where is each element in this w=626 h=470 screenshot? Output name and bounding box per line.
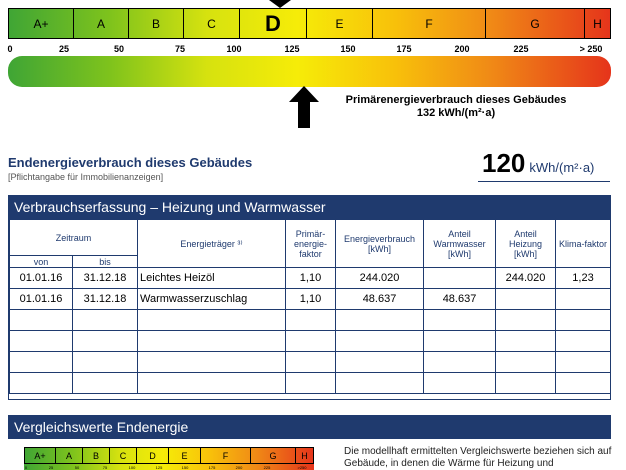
cell-bis — [73, 331, 138, 352]
tick-100: 100 — [226, 44, 242, 54]
mini-class-b: B — [83, 447, 110, 464]
final-energy-title: Endenergieverbrauch dieses Gebäudes — [8, 155, 253, 170]
mini-tick-0: 0 — [24, 465, 28, 470]
cell-von — [10, 310, 73, 331]
tick-150: 150 — [340, 44, 356, 54]
consumption-table-frame — [8, 218, 611, 400]
tick-0: 0 — [7, 44, 13, 54]
cell-energietraeger — [138, 352, 286, 373]
energy-class-scale — [8, 8, 611, 39]
energy-class-c: C — [184, 8, 240, 39]
cell-von: 01.01.16 — [10, 268, 73, 289]
cell-anteil-heizung — [496, 310, 556, 331]
mini-tick-200: 200 — [235, 465, 243, 470]
mini-tick-225: 225 — [263, 465, 271, 470]
cell-primaerfaktor — [286, 373, 336, 394]
cell-anteil-warmwasser — [424, 352, 496, 373]
table-row — [10, 289, 611, 310]
mini-tick-over-250: >250 — [297, 465, 307, 470]
mini-class-d: D — [137, 447, 169, 464]
tick-75: 75 — [174, 44, 186, 54]
cell-energietraeger: Leichtes Heizöl — [138, 268, 286, 289]
cell-klimafaktor: 1,23 — [556, 268, 611, 289]
cell-anteil-heizung — [496, 373, 556, 394]
cell-klimafaktor — [556, 331, 611, 352]
cell-anteil-warmwasser — [424, 331, 496, 352]
cell-anteil-heizung — [496, 331, 556, 352]
col-zeitraum: Zeitraum — [10, 220, 138, 256]
cell-anteil-warmwasser — [424, 268, 496, 289]
comparison-description: Die modellhaft ermittelten Vergleichswerte beziehen sich auf Gebäude, in denen die Wärme für Heizung und — [344, 446, 612, 469]
tick-175: 175 — [396, 44, 412, 54]
comparison-section-header: Vergleichswerte Endenergie — [8, 415, 611, 439]
mini-tick-100: 100 — [128, 465, 136, 470]
cell-primaerfaktor — [286, 352, 336, 373]
cell-anteil-warmwasser — [424, 310, 496, 331]
consumption-section-header: Verbrauchserfassung – Heizung und Warmwasser — [8, 195, 611, 219]
primary-energy-title: Primärenergieverbrauch dieses Gebäudes — [345, 94, 567, 106]
mini-tick-50: 50 — [74, 465, 80, 470]
cell-anteil-heizung: 244.020 — [496, 268, 556, 289]
final-energy-value-box — [478, 148, 610, 182]
mini-class-a-plus: A+ — [24, 447, 56, 464]
final-energy-value: 120 — [482, 148, 526, 178]
cell-energietraeger — [138, 373, 286, 394]
cell-von — [10, 331, 73, 352]
cell-energieverbrauch: 48.637 — [336, 289, 424, 310]
cell-anteil-warmwasser: 48.637 — [424, 289, 496, 310]
final-energy-unit: kWh/(m²·a) — [529, 160, 595, 175]
cell-primaerfaktor: 1,10 — [286, 268, 336, 289]
cell-klimafaktor — [556, 373, 611, 394]
primary-energy-value: 132 kWh/(m²·a) — [416, 107, 496, 119]
cell-anteil-heizung — [496, 289, 556, 310]
col-energietraeger: Energieträger ³⁾ — [138, 220, 286, 268]
mini-class-g: G — [251, 447, 296, 464]
table-row — [10, 331, 611, 352]
cell-energieverbrauch — [336, 331, 424, 352]
col-von: von — [10, 256, 73, 268]
cell-energietraeger: Warmwasserzuschlag — [138, 289, 286, 310]
cell-klimafaktor — [556, 352, 611, 373]
energy-gradient-bar — [8, 56, 611, 87]
table-row — [10, 373, 611, 394]
scale-tick-labels — [8, 44, 611, 56]
table-row — [10, 310, 611, 331]
cell-klimafaktor — [556, 310, 611, 331]
cell-primaerfaktor: 1,10 — [286, 289, 336, 310]
col-bis: bis — [73, 256, 138, 268]
primary-energy-label — [326, 94, 586, 120]
table-row — [10, 352, 611, 373]
final-energy-subtitle: [Pflichtangabe für Immobilienanzeigen] — [8, 172, 164, 182]
energy-class-a: A — [74, 8, 129, 39]
mini-tick-125: 125 — [155, 465, 163, 470]
cell-energieverbrauch — [336, 352, 424, 373]
cell-anteil-warmwasser — [424, 373, 496, 394]
mini-class-a: A — [56, 447, 83, 464]
mini-tick-75: 75 — [102, 465, 108, 470]
col-primaerenergiefaktor: Primär-energie-faktor — [286, 220, 336, 268]
cell-bis — [73, 310, 138, 331]
tick-200: 200 — [454, 44, 470, 54]
mini-scale-ticks — [24, 465, 314, 470]
cell-energietraeger — [138, 331, 286, 352]
col-klimafaktor: Klima-faktor — [556, 220, 611, 268]
energy-class-a-plus: A+ — [8, 8, 74, 39]
mini-class-e: E — [169, 447, 201, 464]
cell-primaerfaktor — [286, 331, 336, 352]
tick-over-250: > 250 — [579, 44, 603, 54]
energy-class-d-active: D — [240, 8, 307, 39]
energy-class-f: F — [373, 8, 486, 39]
mini-tick-25: 25 — [48, 465, 54, 470]
mini-class-h: H — [296, 447, 314, 464]
cell-anteil-heizung — [496, 352, 556, 373]
table-row — [10, 268, 611, 289]
tick-50: 50 — [113, 44, 125, 54]
energy-class-g: G — [486, 8, 585, 39]
mini-tick-150: 150 — [181, 465, 189, 470]
tick-125: 125 — [284, 44, 300, 54]
cell-primaerfaktor — [286, 310, 336, 331]
mini-tick-175: 175 — [208, 465, 216, 470]
cell-von — [10, 373, 73, 394]
cell-bis — [73, 373, 138, 394]
consumption-table-body — [10, 268, 611, 394]
cell-energieverbrauch: 244.020 — [336, 268, 424, 289]
col-energieverbrauch: Energieverbrauch [kWh] — [336, 220, 424, 268]
col-anteil-warmwasser: Anteil Warmwasser [kWh] — [424, 220, 496, 268]
arrow-up-icon — [289, 86, 319, 128]
consumption-table — [9, 219, 611, 394]
mini-class-f: F — [201, 447, 251, 464]
cell-bis — [73, 352, 138, 373]
energy-class-e: E — [307, 8, 373, 39]
cell-energietraeger — [138, 310, 286, 331]
cell-von: 01.01.16 — [10, 289, 73, 310]
col-anteil-heizung: Anteil Heizung [kWh] — [496, 220, 556, 268]
cell-energieverbrauch — [336, 310, 424, 331]
cell-von — [10, 352, 73, 373]
cell-bis: 31.12.18 — [73, 268, 138, 289]
tick-25: 25 — [58, 44, 70, 54]
cell-energieverbrauch — [336, 373, 424, 394]
tick-225: 225 — [513, 44, 529, 54]
mini-class-c: C — [110, 447, 137, 464]
energy-class-h: H — [585, 8, 611, 39]
cell-bis: 31.12.18 — [73, 289, 138, 310]
scale-top-marker — [269, 0, 291, 8]
cell-klimafaktor — [556, 289, 611, 310]
energy-class-b: B — [129, 8, 184, 39]
